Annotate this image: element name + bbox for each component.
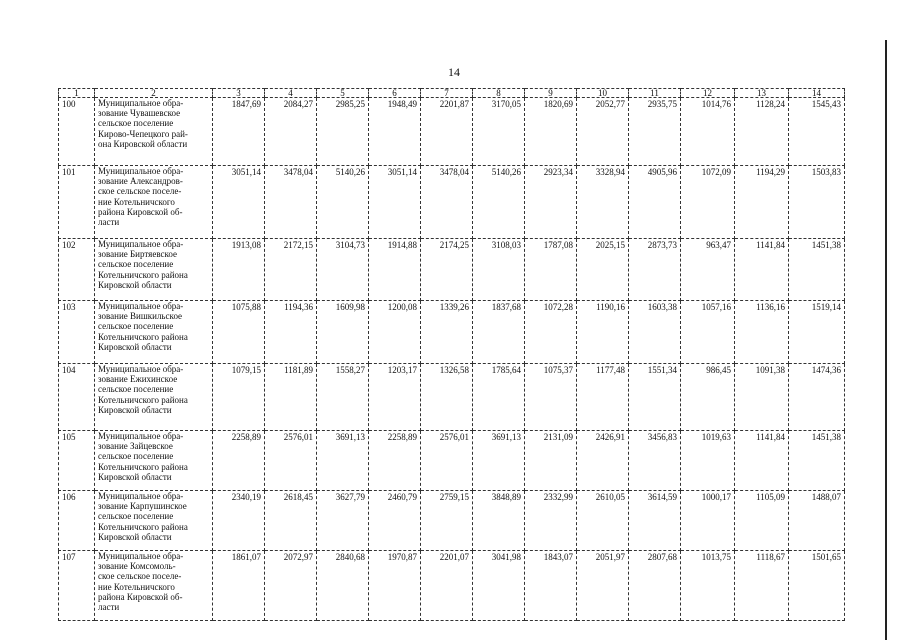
value-cell: 3041,98 <box>473 551 525 621</box>
municipality-name-line: сельское поселение <box>98 118 174 129</box>
column-number-cell: 14 <box>789 89 845 98</box>
municipality-name-line: Муниципальное обра- <box>98 551 184 561</box>
row-index-cell: 101 <box>59 166 95 239</box>
row-index-cell: 107 <box>59 551 95 621</box>
municipality-name-line: зование Вишкильское <box>98 311 183 322</box>
column-number-row <box>59 89 845 98</box>
value-cell: 2201,87 <box>421 98 473 166</box>
value-cell: 2807,68 <box>629 551 681 621</box>
value-cell: 3051,14 <box>213 166 265 239</box>
municipality-name-line: Муниципальное обра- <box>98 98 184 108</box>
municipality-name-cell <box>95 551 213 621</box>
value-cell: 1118,67 <box>735 551 789 621</box>
row-index-cell: 105 <box>59 431 95 491</box>
value-cell: 1474,36 <box>789 364 845 431</box>
table-row <box>59 301 845 364</box>
municipality-name-line: ское сельское поселе- <box>98 186 182 197</box>
value-cell: 1141,84 <box>735 431 789 491</box>
value-cell: 1787,08 <box>525 239 577 301</box>
value-cell: 2576,01 <box>421 431 473 491</box>
column-number-cell: 2 <box>95 89 213 98</box>
value-cell: 2131,09 <box>525 431 577 491</box>
municipality-name-line: зование Комсомоль- <box>98 561 176 572</box>
column-number-cell: 7 <box>421 89 473 98</box>
value-cell: 2201,07 <box>421 551 473 621</box>
municipality-name-line: района Кировской об- <box>98 206 183 217</box>
column-number-cell: 12 <box>681 89 735 98</box>
value-cell: 1072,28 <box>525 301 577 364</box>
municipality-name-line: зование Александров- <box>98 176 183 187</box>
table-row <box>59 364 845 431</box>
row-index-cell: 100 <box>59 98 95 166</box>
value-cell: 3691,13 <box>317 431 369 491</box>
table-row <box>59 239 845 301</box>
value-cell: 2840,68 <box>317 551 369 621</box>
value-cell: 2051,97 <box>577 551 629 621</box>
municipality-name-line: Кировской области <box>98 471 172 482</box>
municipality-name-line: Котельничского района <box>98 394 188 405</box>
value-cell: 2610,05 <box>577 491 629 551</box>
value-cell: 963,47 <box>681 239 735 301</box>
value-cell: 1820,69 <box>525 98 577 166</box>
value-cell: 2172,15 <box>265 239 317 301</box>
value-cell: 1014,76 <box>681 98 735 166</box>
value-cell: 2873,73 <box>629 239 681 301</box>
table-row <box>59 491 845 551</box>
value-cell: 1019,63 <box>681 431 735 491</box>
column-number-cell: 3 <box>213 89 265 98</box>
value-cell: 1181,89 <box>265 364 317 431</box>
value-cell: 3627,79 <box>317 491 369 551</box>
value-cell: 2460,79 <box>369 491 421 551</box>
value-cell: 1190,16 <box>577 301 629 364</box>
value-cell: 1519,14 <box>789 301 845 364</box>
value-cell: 1072,09 <box>681 166 735 239</box>
municipality-name-cell <box>95 166 213 239</box>
municipality-name-line: ние Котельничского <box>98 581 175 592</box>
value-cell: 2258,89 <box>213 431 265 491</box>
value-cell: 5140,26 <box>473 166 525 239</box>
table-row <box>59 166 845 239</box>
value-cell: 1200,08 <box>369 301 421 364</box>
value-cell: 3614,59 <box>629 491 681 551</box>
column-number-cell: 6 <box>369 89 421 98</box>
municipality-name-cell <box>95 98 213 166</box>
column-number-cell: 13 <box>735 89 789 98</box>
value-cell: 2923,34 <box>525 166 577 239</box>
column-number-cell: 8 <box>473 89 525 98</box>
value-cell: 1847,69 <box>213 98 265 166</box>
municipality-name-line: сельское поселение <box>98 511 174 522</box>
value-cell: 1837,68 <box>473 301 525 364</box>
value-cell: 1105,09 <box>735 491 789 551</box>
municipality-name-line: ние Котельничского <box>98 196 175 207</box>
value-cell: 1948,49 <box>369 98 421 166</box>
municipality-name-line: Кировской области <box>98 404 172 415</box>
column-number-cell: 9 <box>525 89 577 98</box>
value-cell: 1075,88 <box>213 301 265 364</box>
value-cell: 3478,04 <box>421 166 473 239</box>
value-cell: 2340,19 <box>213 491 265 551</box>
value-cell: 3104,73 <box>317 239 369 301</box>
value-cell: 3328,94 <box>577 166 629 239</box>
municipality-name-line: Кировской области <box>98 531 172 542</box>
value-cell: 1545,43 <box>789 98 845 166</box>
value-cell: 1194,29 <box>735 166 789 239</box>
column-number-cell: 11 <box>629 89 681 98</box>
value-cell: 2935,75 <box>629 98 681 166</box>
value-cell: 3456,83 <box>629 431 681 491</box>
municipality-name-line: сельское поселение <box>98 321 174 332</box>
value-cell: 1141,84 <box>735 239 789 301</box>
municipality-name-cell <box>95 364 213 431</box>
value-cell: 3691,13 <box>473 431 525 491</box>
municipality-name-line: зование Зайцевское <box>98 441 173 452</box>
page-edge-line <box>885 40 887 640</box>
value-cell: 1970,87 <box>369 551 421 621</box>
municipality-name-line: зование Биртяевское <box>98 249 178 260</box>
table-row <box>59 551 845 621</box>
row-index-cell: 104 <box>59 364 95 431</box>
value-cell: 1488,07 <box>789 491 845 551</box>
municipality-name-line: Кировской области <box>98 341 172 352</box>
value-cell: 1785,64 <box>473 364 525 431</box>
value-cell: 1013,75 <box>681 551 735 621</box>
value-cell: 5140,26 <box>317 166 369 239</box>
municipality-name-line: сельское поселение <box>98 259 174 270</box>
municipality-name-line: Муниципальное обра- <box>98 166 184 176</box>
table-row <box>59 431 845 491</box>
municipality-name-line: Муниципальное обра- <box>98 364 184 374</box>
municipality-name-line: Котельничского района <box>98 521 188 532</box>
column-number-cell: 1 <box>59 89 95 98</box>
value-cell: 1609,98 <box>317 301 369 364</box>
value-cell: 1203,17 <box>369 364 421 431</box>
value-cell: 2174,25 <box>421 239 473 301</box>
value-cell: 1843,07 <box>525 551 577 621</box>
value-cell: 1451,38 <box>789 431 845 491</box>
municipality-name-line: Котельничского района <box>98 331 188 342</box>
value-cell: 2576,01 <box>265 431 317 491</box>
value-cell: 1326,58 <box>421 364 473 431</box>
municipality-name-line: Муниципальное обра- <box>98 239 184 249</box>
value-cell: 1914,88 <box>369 239 421 301</box>
municipality-name-line: района Кировской об- <box>98 591 183 602</box>
value-cell: 1177,48 <box>577 364 629 431</box>
municipality-name-line: сельское поселение <box>98 451 174 462</box>
value-cell: 1451,38 <box>789 239 845 301</box>
value-cell: 2025,15 <box>577 239 629 301</box>
municipality-name-line: сельское поселение <box>98 384 174 395</box>
municipality-name-cell <box>95 239 213 301</box>
municipality-name-line: Муниципальное обра- <box>98 491 184 501</box>
municipality-name-cell <box>95 431 213 491</box>
value-cell: 1913,08 <box>213 239 265 301</box>
value-cell: 2072,97 <box>265 551 317 621</box>
municipality-name-line: она Кировской области <box>98 138 188 149</box>
value-cell: 1558,27 <box>317 364 369 431</box>
value-cell: 3478,04 <box>265 166 317 239</box>
value-cell: 1079,15 <box>213 364 265 431</box>
municipality-name-line: зование Карпушинское <box>98 501 187 512</box>
value-cell: 1000,17 <box>681 491 735 551</box>
column-number-cell: 10 <box>577 89 629 98</box>
value-cell: 3170,05 <box>473 98 525 166</box>
value-cell: 3108,03 <box>473 239 525 301</box>
municipality-name-line: ласти <box>98 217 120 228</box>
municipality-name-cell <box>95 491 213 551</box>
value-cell: 3051,14 <box>369 166 421 239</box>
value-cell: 1075,37 <box>525 364 577 431</box>
municipality-name-line: ское сельское поселе- <box>98 571 182 582</box>
value-cell: 2985,25 <box>317 98 369 166</box>
data-table <box>58 88 845 621</box>
value-cell: 1603,38 <box>629 301 681 364</box>
municipality-name-cell <box>95 301 213 364</box>
value-cell: 1091,38 <box>735 364 789 431</box>
value-cell: 2618,45 <box>265 491 317 551</box>
value-cell: 2332,99 <box>525 491 577 551</box>
value-cell: 2084,27 <box>265 98 317 166</box>
municipality-name-line: Кирово-Чепецкого рай- <box>98 128 188 139</box>
value-cell: 1551,34 <box>629 364 681 431</box>
row-index-cell: 102 <box>59 239 95 301</box>
page-number: 14 <box>448 65 460 79</box>
row-index-cell: 106 <box>59 491 95 551</box>
municipality-name-line: Котельничского района <box>98 461 188 472</box>
table-row <box>59 98 845 166</box>
value-cell: 1339,26 <box>421 301 473 364</box>
municipality-name-line: Кировской области <box>98 279 172 290</box>
value-cell: 3848,89 <box>473 491 525 551</box>
value-cell: 1503,83 <box>789 166 845 239</box>
municipality-name-line: Муниципальное обра- <box>98 301 184 311</box>
row-index-cell: 103 <box>59 301 95 364</box>
value-cell: 2426,91 <box>577 431 629 491</box>
value-cell: 1128,24 <box>735 98 789 166</box>
value-cell: 1501,65 <box>789 551 845 621</box>
value-cell: 1136,16 <box>735 301 789 364</box>
value-cell: 2052,77 <box>577 98 629 166</box>
column-number-cell: 4 <box>265 89 317 98</box>
municipality-name-line: Котельничского района <box>98 269 188 280</box>
municipality-name-line: ласти <box>98 602 120 613</box>
value-cell: 1194,36 <box>265 301 317 364</box>
value-cell: 2759,15 <box>421 491 473 551</box>
value-cell: 986,45 <box>681 364 735 431</box>
value-cell: 1057,16 <box>681 301 735 364</box>
value-cell: 2258,89 <box>369 431 421 491</box>
value-cell: 4905,96 <box>629 166 681 239</box>
column-number-cell: 5 <box>317 89 369 98</box>
municipality-name-line: зование Ежихинское <box>98 374 178 385</box>
municipality-name-line: зование Чувашевское <box>98 108 181 119</box>
municipality-name-line: Муниципальное обра- <box>98 431 184 441</box>
value-cell: 1861,07 <box>213 551 265 621</box>
